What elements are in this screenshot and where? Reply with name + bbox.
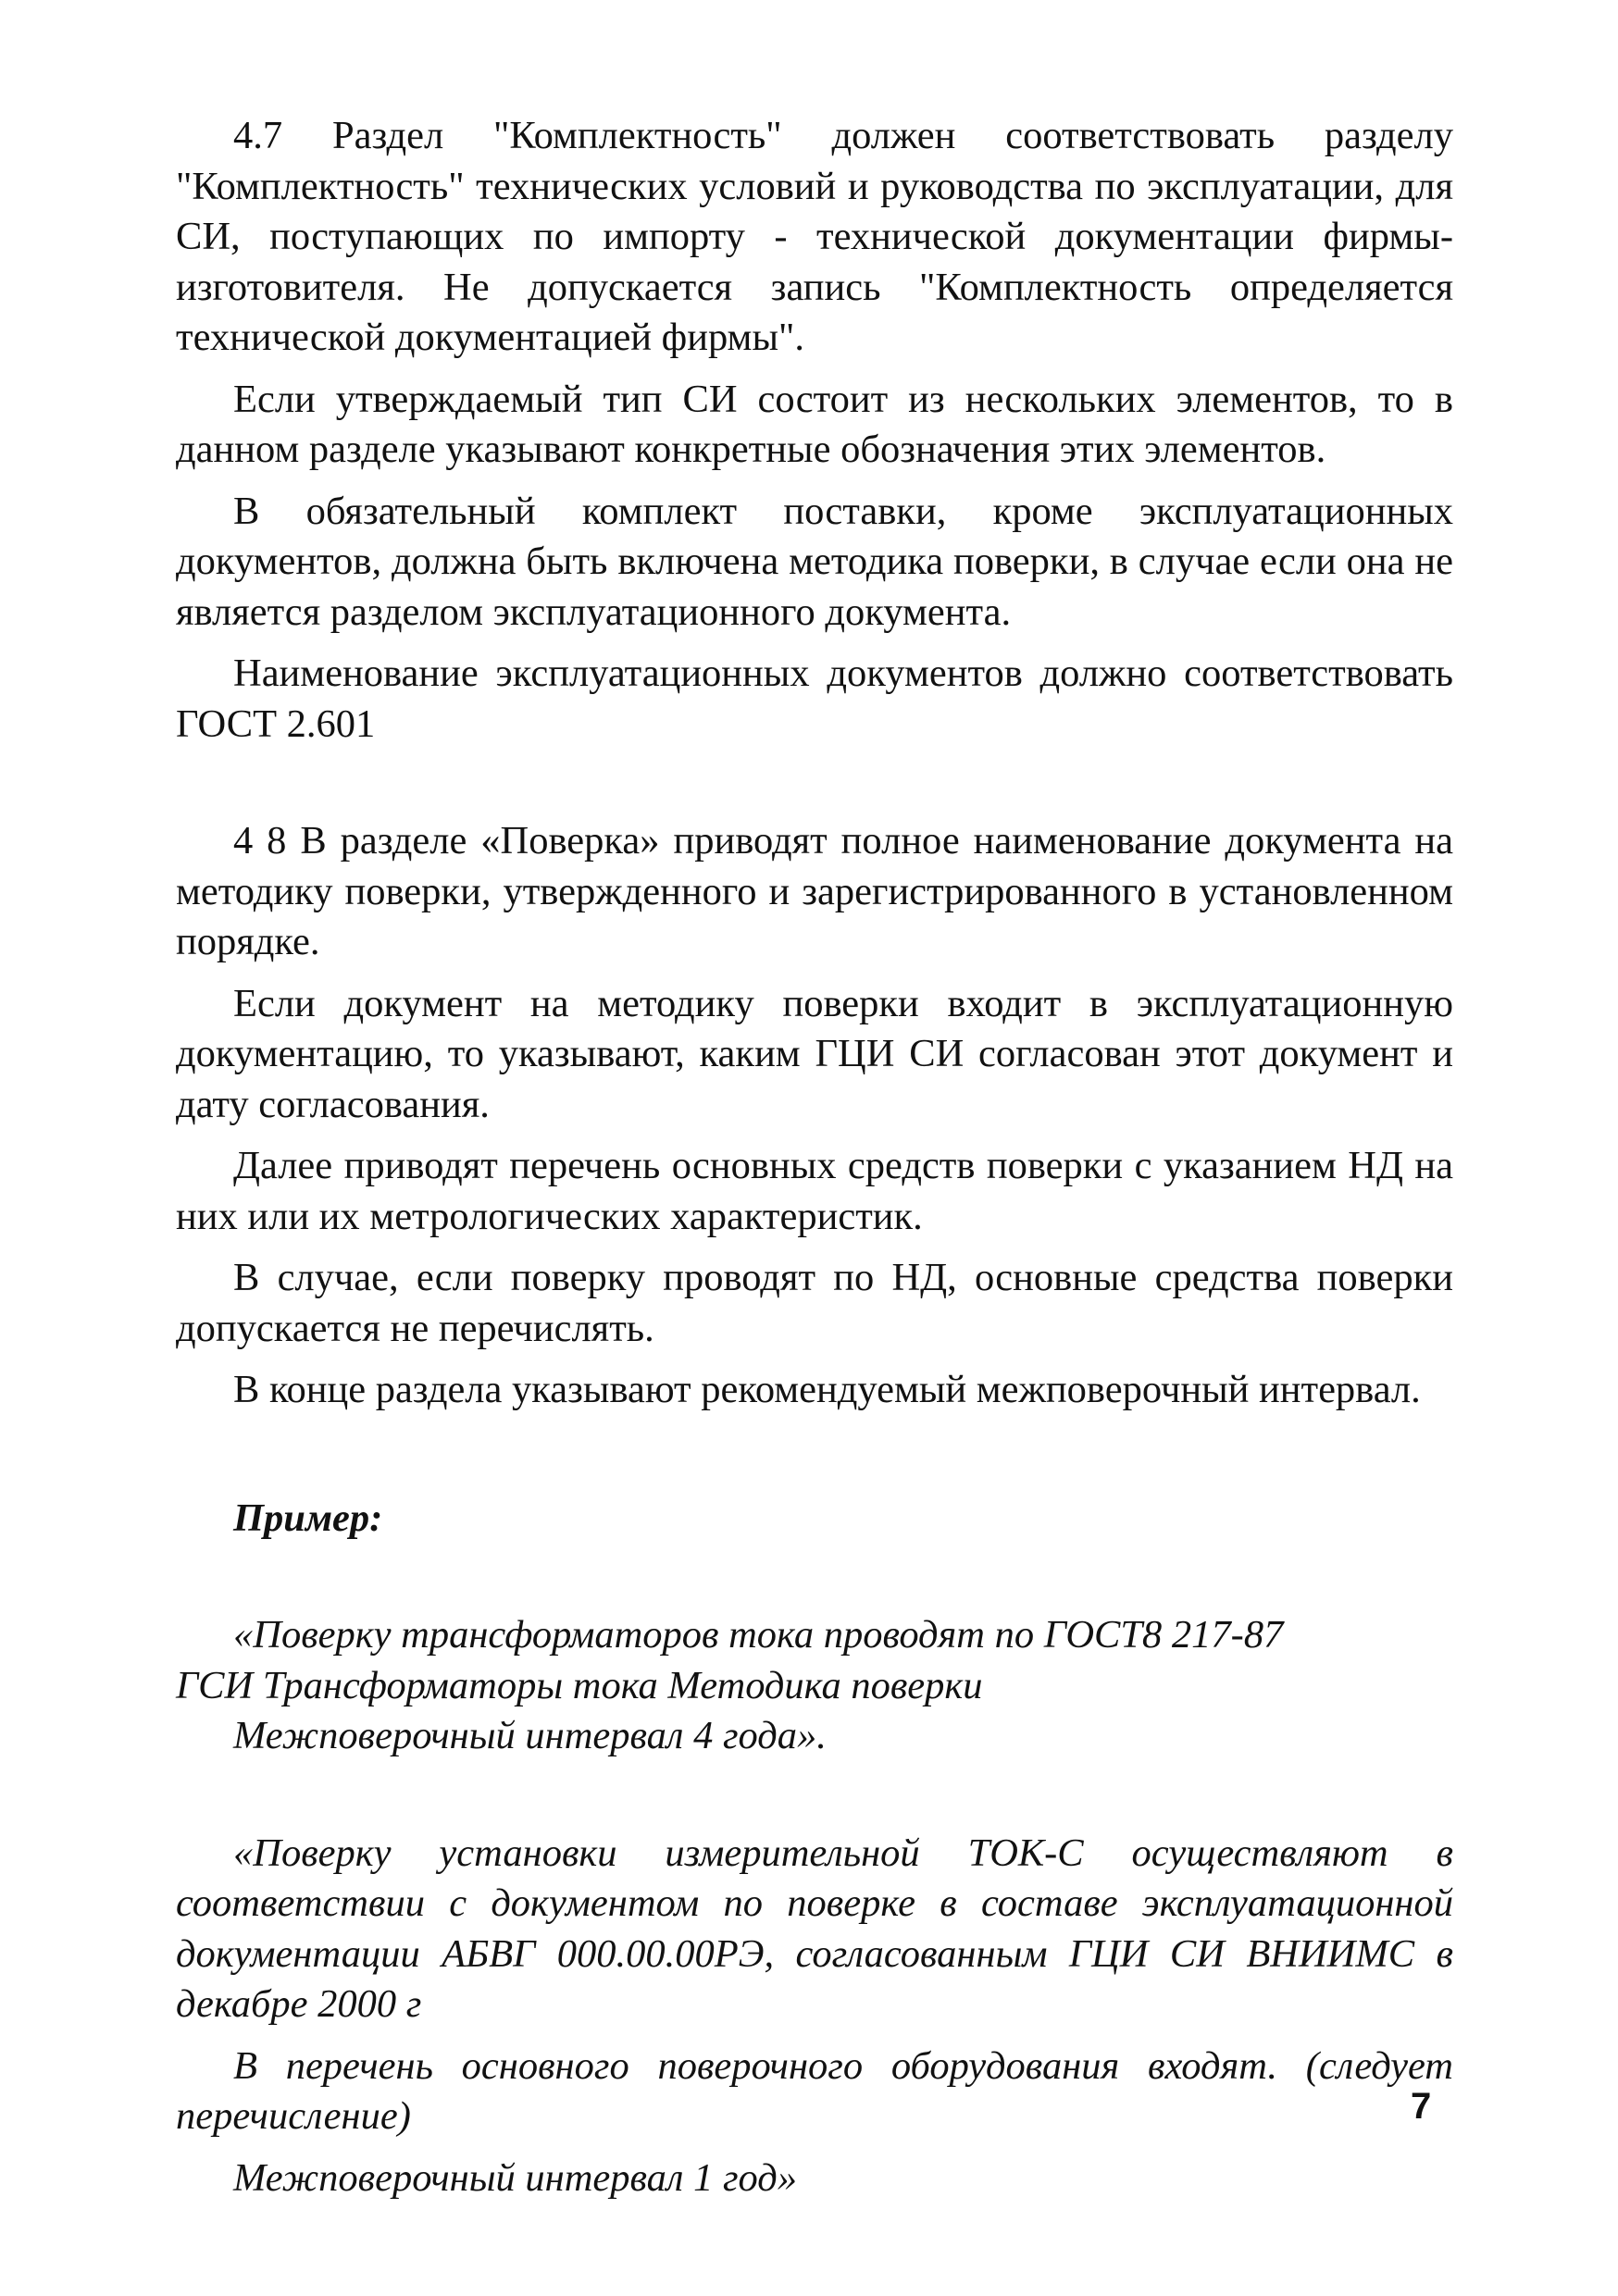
document-page bbox=[176, 111, 1453, 2203]
example-1-line-2: ГСИ Трансформаторы тока Методика поверки bbox=[176, 1663, 983, 1707]
example-2-paragraph-2: В перечень основного поверочного оборудования входят. (следует перечисление) bbox=[176, 2043, 1453, 2138]
example-1-line-1: «Поверку трансформаторов тока проводят по ГОСТ8 217-87 bbox=[233, 1613, 1284, 1657]
paragraph-delivery-set: В обязательный комплект поставки, кроме эксплуатационных документов, должна быть включена методика поверки, в случае если она не является разделом эксплуатационного документа. bbox=[176, 489, 1453, 634]
page-number: 7 bbox=[1411, 2086, 1432, 2127]
paragraph-4-8: 4 8 В разделе «Поверка» приводят полное наименование документа на методику поверки, утвержденного и зарегистрированного в установленном порядке. bbox=[176, 819, 1453, 963]
example-2-paragraph-3: Межповерочный интервал 1 год» bbox=[233, 2155, 797, 2200]
paragraph-verification-doc: Если документ на методику поверки входит в эксплуатационную документацию, то указывают, каким ГЦИ СИ согласован этот документ и дату согласования. bbox=[176, 981, 1453, 1126]
paragraph-verification-means: Далее приводят перечень основных средств поверки с указанием НД на них или их метрологических характеристик. bbox=[176, 1144, 1453, 1238]
example-1-line-3: Межповерочный интервал 4 года». bbox=[233, 1714, 827, 1757]
paragraph-4-7: 4.7 Раздел "Комплектность" должен соответствовать разделу "Комплектность" технических условий и руководства по эксплуатации, для СИ, поступающих по импорту - технической документации фирмы-изготовителя. Не допускается запись "Комплектность определяется технической документацией фирмы". bbox=[176, 114, 1453, 359]
paragraph-interval: В конце раздела указывают рекомендуемый межповерочный интервал. bbox=[233, 1368, 1421, 1411]
example-2-paragraph-1: «Поверку установки измерительной ТОК-С осуществляют в соответствии с документом по поверке в составе эксплуатационной документации АБВГ 000.00.00РЭ, согласованным ГЦИ СИ ВНИИМС в декабре 2000 г bbox=[176, 1831, 1453, 2026]
paragraph-nd-case: В случае, если поверку проводят по НД, основные средства поверки допускается не перечислять. bbox=[176, 1256, 1453, 1350]
example-heading: Пример: bbox=[233, 1496, 383, 1540]
paragraph-doc-names: Наименование эксплуатационных документов должно соответствовать ГОСТ 2.601 bbox=[176, 652, 1453, 746]
paragraph-elements: Если утверждаемый тип СИ состоит из нескольких элементов, то в данном разделе указывают конкретные обозначения этих элементов. bbox=[176, 377, 1453, 471]
